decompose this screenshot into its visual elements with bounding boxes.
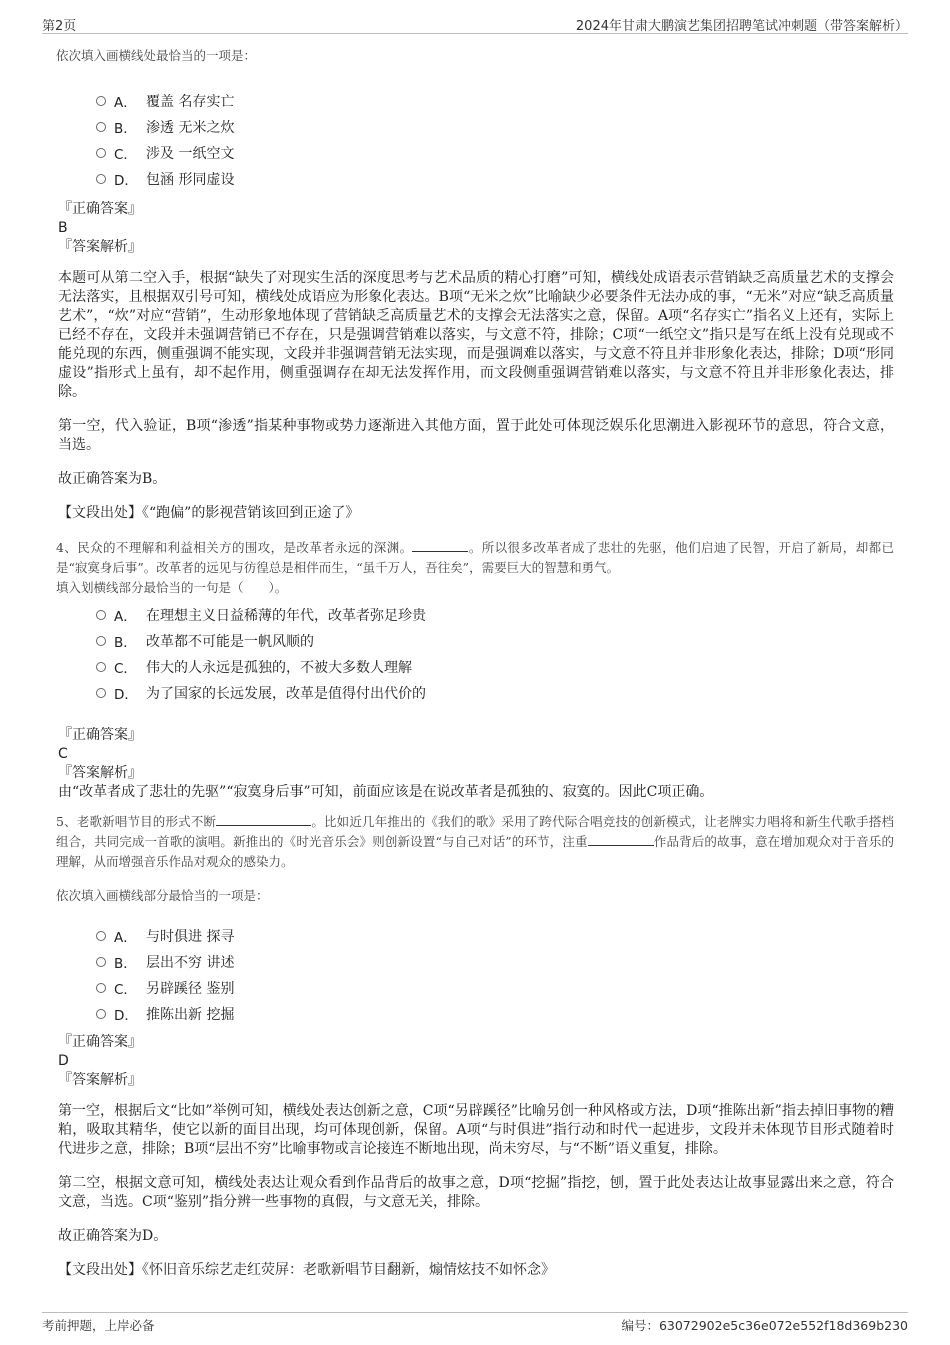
option-c[interactable] — [96, 975, 894, 1001]
option-letter: C． — [114, 147, 137, 163]
radio-button[interactable] — [96, 931, 106, 941]
option-b[interactable] — [96, 114, 894, 140]
answer-blank — [216, 814, 311, 826]
option-c[interactable] — [96, 140, 894, 166]
question-stem — [56, 538, 894, 578]
option-letter: D． — [114, 1008, 138, 1024]
answer-value: B — [58, 220, 68, 236]
option-text: 伟大的人永远是孤独的，不被大多数人理解 — [146, 660, 412, 676]
options-list — [96, 88, 894, 192]
question-prompt: 依次填入画横线处最恰当的一项是： — [56, 48, 257, 63]
option-c[interactable] — [96, 654, 894, 680]
analysis-paragraph: 第二空，根据文意可知，横线处表达让观众看到作品背后的故事之意，D项“挖掘”指挖，刨，置于此处表达让故事显露出来之意，符合文意，当选。C项“鉴别”指分辨一些事物的真假，与文意无关，排除。 — [58, 1175, 894, 1210]
option-letter: B． — [114, 956, 137, 972]
option-letter: A． — [114, 95, 137, 111]
option-text: 涉及 一纸空文 — [146, 146, 235, 162]
radio-button[interactable] — [96, 957, 106, 967]
stem-text: 。比如近几年推出的《我们的歌》采用了跨代际合唱竞技的创新模式，让老牌实力唱将和新生代歌手搭档组合，共同完成一首歌的演唱。新推出的《时光音乐会》则创新设置“与自己对话”的环节，注重 — [56, 814, 894, 849]
option-letter: A． — [114, 609, 137, 625]
option-b[interactable] — [96, 949, 894, 975]
answer-blank — [412, 540, 468, 552]
option-a[interactable] — [96, 602, 894, 628]
page-footer — [42, 1312, 908, 1336]
option-text: 与时俱进 探寻 — [146, 929, 235, 945]
document-id: 编号：63072902e5c36e072e552f18d369b230 — [621, 1318, 908, 1333]
radio-button[interactable] — [96, 122, 106, 132]
option-text: 推陈出新 挖掘 — [146, 1007, 235, 1023]
conclusion: 故正确答案为D。 — [58, 1228, 168, 1244]
radio-button[interactable] — [96, 96, 106, 106]
option-letter: A． — [114, 930, 137, 946]
analysis-paragraph: 本题可从第二空入手，根据“缺失了对现实生活的深度思考与艺术品质的精心打磨”可知，横线处成语表示营销缺乏高质量艺术的支撑会无法落实，且根据双引号可知，横线处成语应为形象化表达。B项“无米之炊”比喻缺少必要条件无法办成的事，“无米”对应“缺乏高质量艺术”，“炊”对应“营销”，生动形象地体现了营销缺乏高质量艺术的支撑会无法落实之意，保留。A项“名存实亡”指名义上还有，实际上已经不存在，文段并未强调营销已不存在，只是强调营销难以落实，与文意不符，排除；C项“一纸空文”指只是写在纸上没有兑现或不能兑现的东西，侧重强调不能实现，文段并非强调营销无法实现，而是强调难以落实，与文意不符且并非形象化表达，排除；D项“形同虚设”指形式上虽有，却不起作用，侧重强调存在却无法发挥作用，而文段侧重强调营销难以落实，与文意不符且并非形象化表达，排除。 — [58, 270, 894, 400]
option-text: 改革都不可能是一帆风顺的 — [146, 634, 314, 650]
page-number: 第2页 — [42, 19, 77, 34]
option-d[interactable] — [96, 1001, 894, 1027]
option-b[interactable] — [96, 628, 894, 654]
option-text: 包涵 形同虚设 — [146, 172, 235, 188]
analysis-paragraph: 由“改革者成了悲壮的先驱”“寂寞身后事”可知，前面应该是在说改革者是孤独的、寂寞的。因此C项正确。 — [58, 784, 714, 800]
answer-value: C — [58, 746, 68, 762]
question-prompt: 填入划横线部分最恰当的一句是（ ）。 — [56, 580, 288, 595]
analysis-paragraph: 第一空，根据后文“比如”举例可知，横线处表达创新之意，C项“另辟蹊径”比喻另创一种风格或方法，D项“推陈出新”指去掉旧事物的糟粕，吸取其精华，使它以新的面目出现，均可体现创新，保留。A项“与时俱进”指行动和时代一起进步，文段并未体现节目形式随着时代进步之意，排除；B项“层出不穷”比喻事物或言论接连不断地出现，尚未穷尽，与“不断”语义重复，排除。 — [58, 1103, 894, 1157]
option-text: 另辟蹊径 鉴别 — [146, 981, 235, 997]
radio-button[interactable] — [96, 662, 106, 672]
radio-button[interactable] — [96, 688, 106, 698]
radio-button[interactable] — [96, 148, 106, 158]
answer-blank — [588, 834, 654, 846]
answer-label: 『正确答案』 — [58, 201, 142, 217]
option-text: 层出不穷 讲述 — [146, 955, 235, 971]
page-header — [42, 12, 908, 34]
option-letter: B． — [114, 635, 137, 651]
analysis-label: 『答案解析』 — [58, 1072, 142, 1088]
option-letter: D． — [114, 687, 138, 703]
stem-text: 4、民众的不理解和利益相关方的围攻，是改革者永远的深渊。 — [56, 540, 413, 555]
option-a[interactable] — [96, 923, 894, 949]
option-d[interactable] — [96, 680, 894, 706]
answer-value: D — [58, 1053, 69, 1069]
document-title: 2024年甘肃大鹏演艺集团招聘笔试冲刺题（带答案解析） — [575, 19, 908, 34]
page-content — [56, 46, 894, 1280]
option-text: 渗透 无米之炊 — [146, 120, 235, 136]
option-text: 覆盖 名存实亡 — [146, 94, 235, 110]
option-text: 为了国家的长远发展，改革是值得付出代价的 — [146, 686, 426, 702]
option-text: 在理想主义日益稀薄的年代，改革者弥足珍贵 — [146, 608, 426, 624]
answer-label: 『正确答案』 — [58, 1034, 142, 1050]
option-letter: C． — [114, 661, 137, 677]
options-list — [96, 602, 894, 706]
option-letter: D． — [114, 173, 138, 189]
conclusion: 故正确答案为B。 — [58, 471, 167, 487]
radio-button[interactable] — [96, 983, 106, 993]
analysis-label: 『答案解析』 — [58, 765, 142, 781]
option-letter: C． — [114, 982, 137, 998]
radio-button[interactable] — [96, 610, 106, 620]
stem-text: 作品背后的故事，意在增加观众对于音乐的理解，从而增强音乐作品对观众的感染力。 — [56, 834, 894, 869]
radio-button[interactable] — [96, 174, 106, 184]
radio-button[interactable] — [96, 1009, 106, 1019]
option-letter: B． — [114, 121, 137, 137]
footer-slogan: 考前押题，上岸必备 — [42, 1318, 155, 1333]
option-d[interactable] — [96, 166, 894, 192]
source-citation: 【文段出处】《“跑偏”的影视营销该回到正途了》 — [58, 505, 360, 521]
source-citation: 【文段出处】《怀旧音乐综艺走红荧屏：老歌新唱节目翻新，煽情炫技不如怀念》 — [58, 1262, 555, 1278]
radio-button[interactable] — [96, 636, 106, 646]
question-prompt: 依次填入画横线部分最恰当的一项是： — [56, 888, 269, 903]
analysis-paragraph: 第一空，代入验证，B项“渗透”指某种事物或势力逐渐进入其他方面，置于此处可体现泛娱乐化思潮进入影视环节的意思，符合文意，当选。 — [58, 418, 894, 453]
answer-label: 『正确答案』 — [58, 727, 142, 743]
stem-text: 5、老歌新唱节目的形式不断 — [56, 814, 217, 829]
analysis-label: 『答案解析』 — [58, 239, 142, 255]
option-a[interactable] — [96, 88, 894, 114]
question-stem — [56, 812, 894, 872]
stem-text: 。所以很多改革者成了悲壮的先驱，他们启迪了民智，开启了新局，却都已是“寂寞身后事”。改革者的远见与彷徨总是相伴而生，“虽千万人，吾往矣”，需要巨大的智慧和勇气。 — [56, 540, 894, 575]
options-list — [96, 923, 894, 1027]
